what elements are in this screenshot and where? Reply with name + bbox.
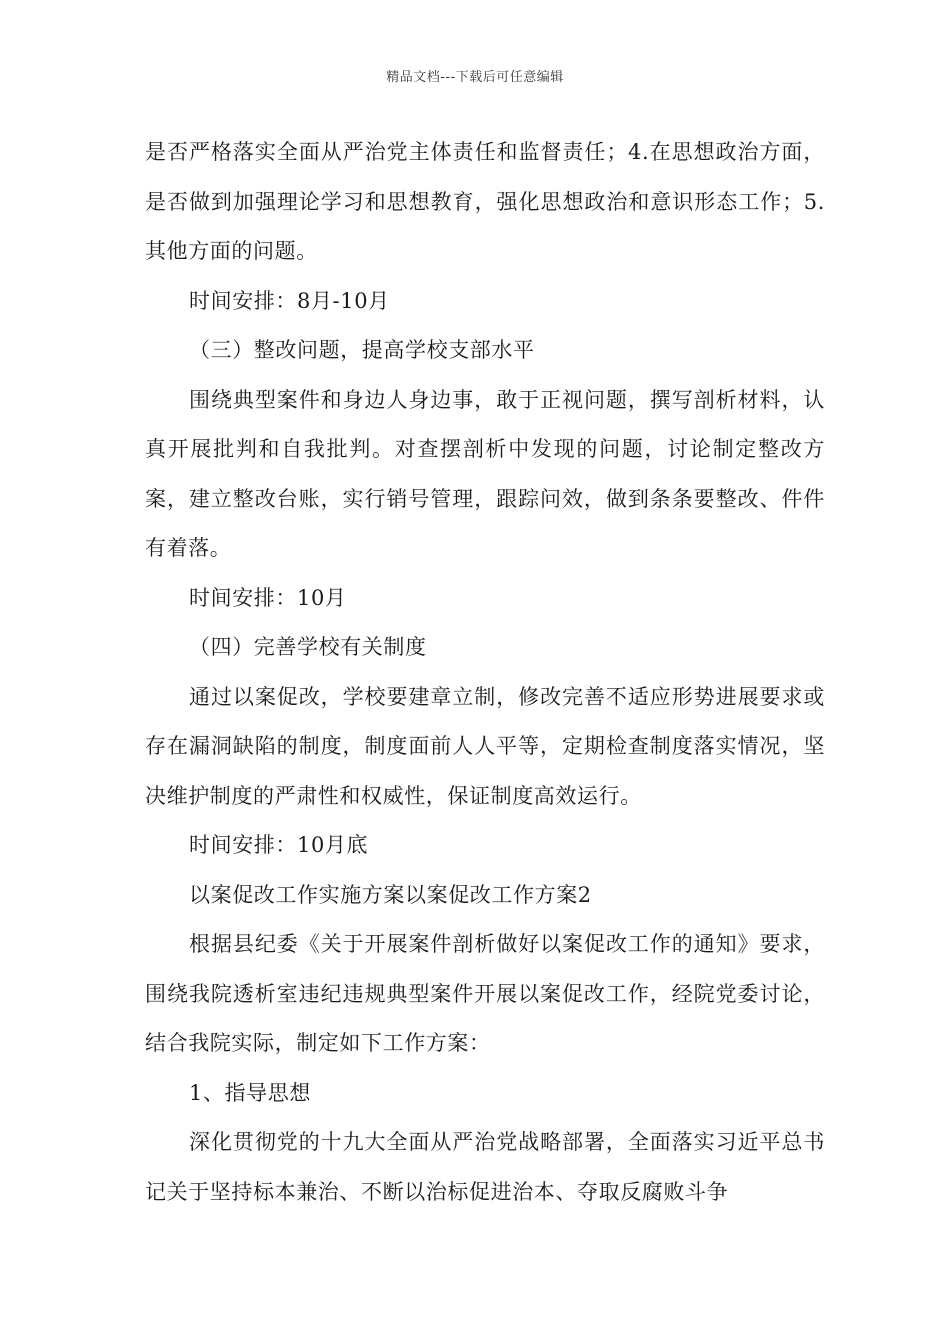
document-body <box>145 128 825 1217</box>
paragraph-schedule: 时间安排：8月-10月 <box>189 288 390 313</box>
document-title: 以案促改工作实施方案以案促改工作方案2 <box>189 882 592 907</box>
paragraph: 通过以案促改，学校要建章立制，修改完善不适应形势进展要求或存在漏洞缺陷的制度，制度面前人人平等，定期检查制度落实情况，坚决维护制度的严肃性和权威性，保证制度高效运行。 <box>145 684 825 808</box>
paragraph-schedule: 时间安排：10月底 <box>189 833 369 857</box>
paragraph-schedule: 时间安排：10月 <box>189 585 347 610</box>
paragraph: 根据县纪委《关于开展案件剖析做好以案促改工作的通知》要求，围绕我院透析室违纪违规典型案件开展以案促改工作，经院党委讨论，结合我院实际，制定如下工作方案： <box>145 932 825 1055</box>
paragraph-continuation: 是否严格落实全面从严治党主体责任和监督责任；4.在思想政治方面，是否做到加强理论学习和思想教育，强化思想政治和意识形态工作；5.其他方面的问题。 <box>145 140 825 263</box>
section-heading: （四）完善学校有关制度 <box>189 635 427 659</box>
paragraph: 围绕典型案件和身边人身边事，敢于正视问题，撰写剖析材料，认真开展批判和自我批判。对查摆剖析中发现的问题，讨论制定整改方案，建立整改台账，实行销号管理，跟踪问效，做到条条要整改、件件有着落。 <box>145 387 825 560</box>
section-heading: （三）整改问题，提高学校支部水平 <box>189 338 535 362</box>
page-header: 精品文档---下载后可任意编辑 <box>386 70 564 85</box>
section-heading: 1、指导思想 <box>189 1080 311 1105</box>
paragraph: 深化贯彻党的十九大全面从严治党战略部署，全面落实习近平总书记关于坚持标本兼治、不断以治标促进治本、夺取反腐败斗争 <box>145 1130 825 1204</box>
